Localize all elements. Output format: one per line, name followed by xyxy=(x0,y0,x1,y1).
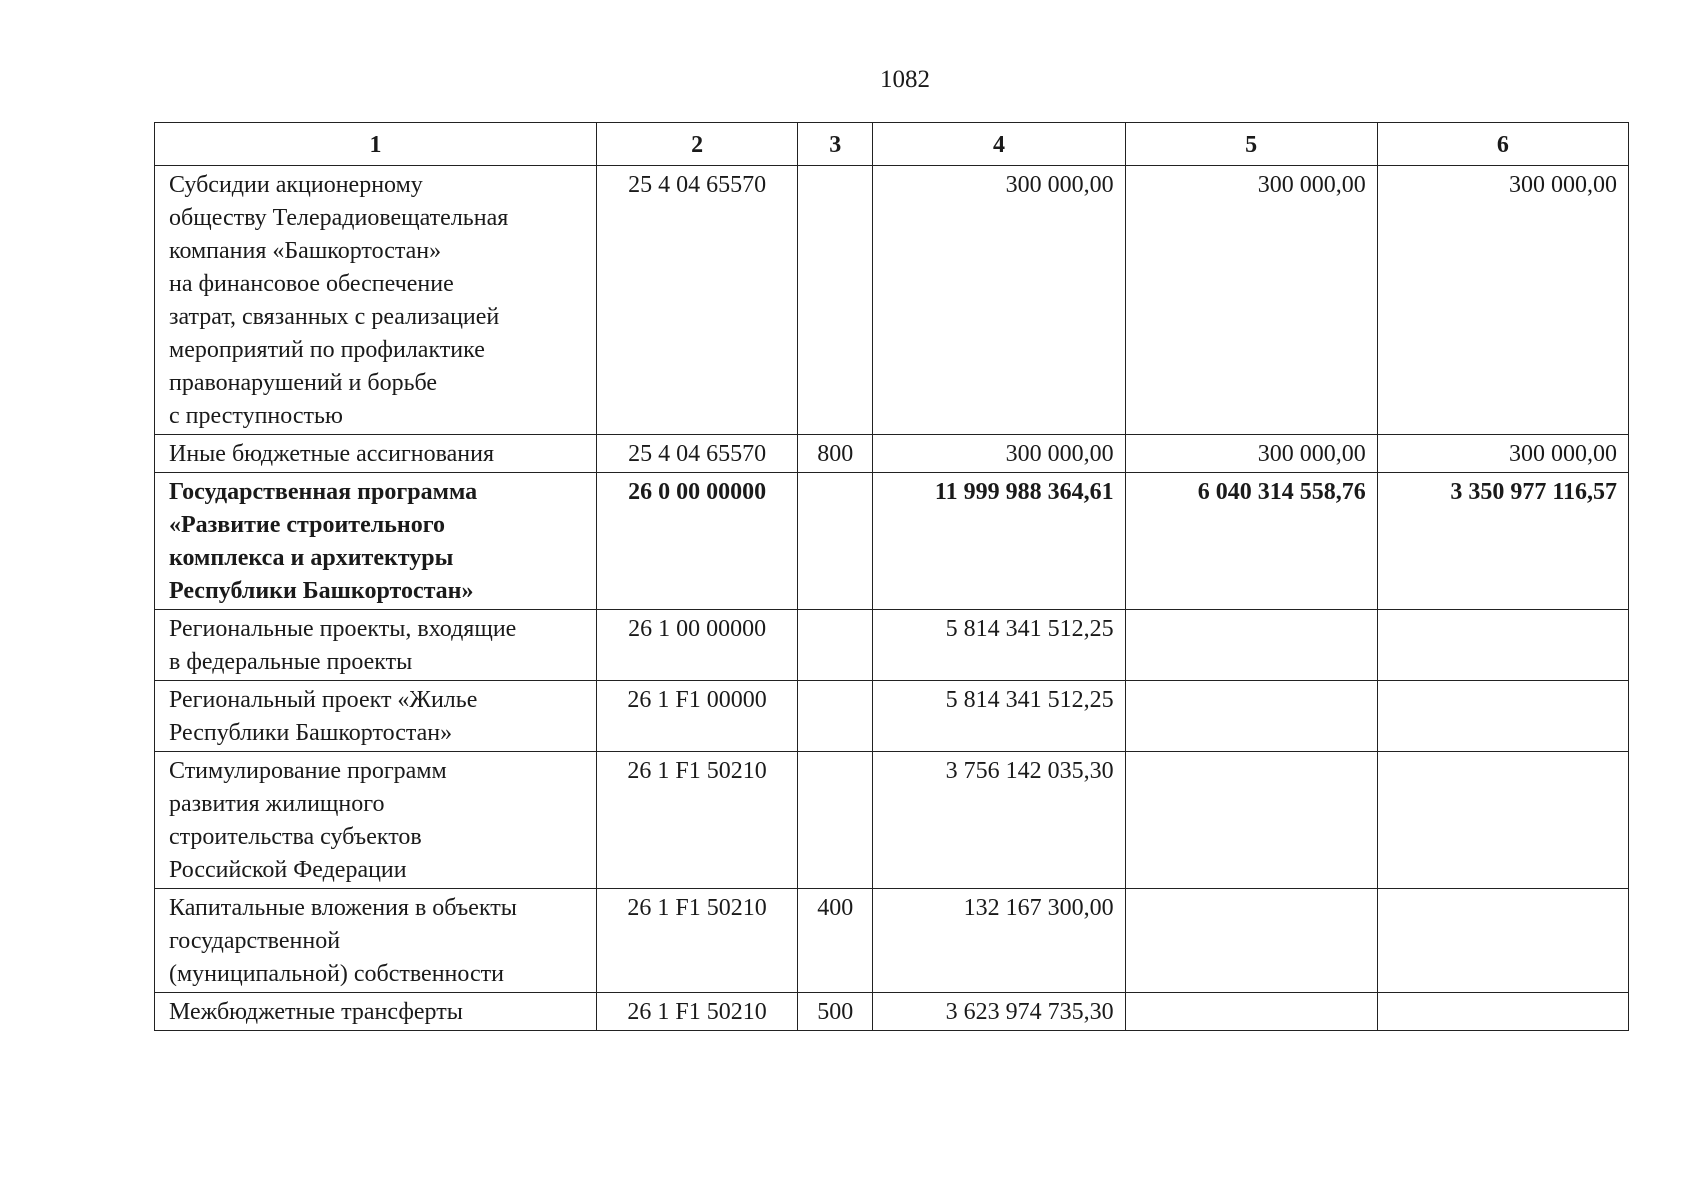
table-row xyxy=(155,435,1629,473)
row-type-cell xyxy=(798,681,873,752)
row-amount-6-cell xyxy=(1377,681,1628,752)
table-row xyxy=(155,681,1629,752)
row-name-cell: Региональный проект «Жилье Республики Башкортостан» xyxy=(155,681,597,752)
row-amount-4-cell: 5 814 341 512,25 xyxy=(873,681,1125,752)
row-amount-4-cell: 5 814 341 512,25 xyxy=(873,610,1125,681)
row-amount-5-cell xyxy=(1125,993,1377,1031)
column-header-6: 6 xyxy=(1377,123,1628,166)
row-name-cell: Иные бюджетные ассигнования xyxy=(155,435,597,473)
row-type-cell xyxy=(798,166,873,435)
row-type-cell xyxy=(798,752,873,889)
column-header-2: 2 xyxy=(597,123,798,166)
row-code-cell: 25 4 04 65570 xyxy=(597,166,798,435)
row-amount-6-cell xyxy=(1377,889,1628,993)
row-code-cell: 26 1 F1 50210 xyxy=(597,889,798,993)
row-type-cell xyxy=(798,473,873,610)
page-number: 1082 xyxy=(880,66,930,93)
row-amount-5-cell xyxy=(1125,681,1377,752)
row-name-cell: Государственная программа «Развитие строительного комплекса и архитектуры Республики Башкортостан» xyxy=(155,473,597,610)
row-code-cell: 26 0 00 00000 xyxy=(597,473,798,610)
row-name-cell: Субсидии акционерному обществу Телерадиовещательная компания «Башкортостан» на финансовое обеспечение затрат, связанных с реализацией мероприятий по профилактике правонарушений и борьбе с преступностью xyxy=(155,166,597,435)
table-row xyxy=(155,889,1629,993)
row-code-cell: 26 1 F1 00000 xyxy=(597,681,798,752)
row-amount-5-cell xyxy=(1125,610,1377,681)
column-header-5: 5 xyxy=(1125,123,1377,166)
table-row xyxy=(155,473,1629,610)
table-row xyxy=(155,166,1629,435)
table-header-row xyxy=(155,123,1629,166)
row-name-cell: Капитальные вложения в объекты государственной (муниципальной) собственности xyxy=(155,889,597,993)
column-header-4: 4 xyxy=(873,123,1125,166)
row-name-cell: Межбюджетные трансферты xyxy=(155,993,597,1031)
budget-table xyxy=(154,122,1629,1031)
row-amount-4-cell: 300 000,00 xyxy=(873,166,1125,435)
row-type-cell xyxy=(798,610,873,681)
column-header-1: 1 xyxy=(155,123,597,166)
table-row xyxy=(155,610,1629,681)
row-name-cell: Стимулирование программ развития жилищного строительства субъектов Российской Федерации xyxy=(155,752,597,889)
row-amount-5-cell: 6 040 314 558,76 xyxy=(1125,473,1377,610)
row-amount-5-cell xyxy=(1125,752,1377,889)
row-amount-5-cell xyxy=(1125,889,1377,993)
row-amount-6-cell xyxy=(1377,993,1628,1031)
row-amount-6-cell xyxy=(1377,610,1628,681)
row-amount-4-cell: 3 756 142 035,30 xyxy=(873,752,1125,889)
row-type-cell: 500 xyxy=(798,993,873,1031)
row-amount-5-cell: 300 000,00 xyxy=(1125,166,1377,435)
row-type-cell: 400 xyxy=(798,889,873,993)
row-code-cell: 26 1 F1 50210 xyxy=(597,993,798,1031)
row-amount-4-cell: 3 623 974 735,30 xyxy=(873,993,1125,1031)
row-amount-6-cell xyxy=(1377,752,1628,889)
row-amount-4-cell: 300 000,00 xyxy=(873,435,1125,473)
table-row xyxy=(155,752,1629,889)
table-row xyxy=(155,993,1629,1031)
row-amount-4-cell: 11 999 988 364,61 xyxy=(873,473,1125,610)
row-code-cell: 26 1 F1 50210 xyxy=(597,752,798,889)
row-amount-6-cell: 300 000,00 xyxy=(1377,166,1628,435)
row-amount-5-cell: 300 000,00 xyxy=(1125,435,1377,473)
row-code-cell: 26 1 00 00000 xyxy=(597,610,798,681)
row-amount-4-cell: 132 167 300,00 xyxy=(873,889,1125,993)
row-type-cell: 800 xyxy=(798,435,873,473)
column-header-3: 3 xyxy=(798,123,873,166)
row-name-cell: Региональные проекты, входящие в федеральные проекты xyxy=(155,610,597,681)
row-amount-6-cell: 300 000,00 xyxy=(1377,435,1628,473)
row-amount-6-cell: 3 350 977 116,57 xyxy=(1377,473,1628,610)
row-code-cell: 25 4 04 65570 xyxy=(597,435,798,473)
